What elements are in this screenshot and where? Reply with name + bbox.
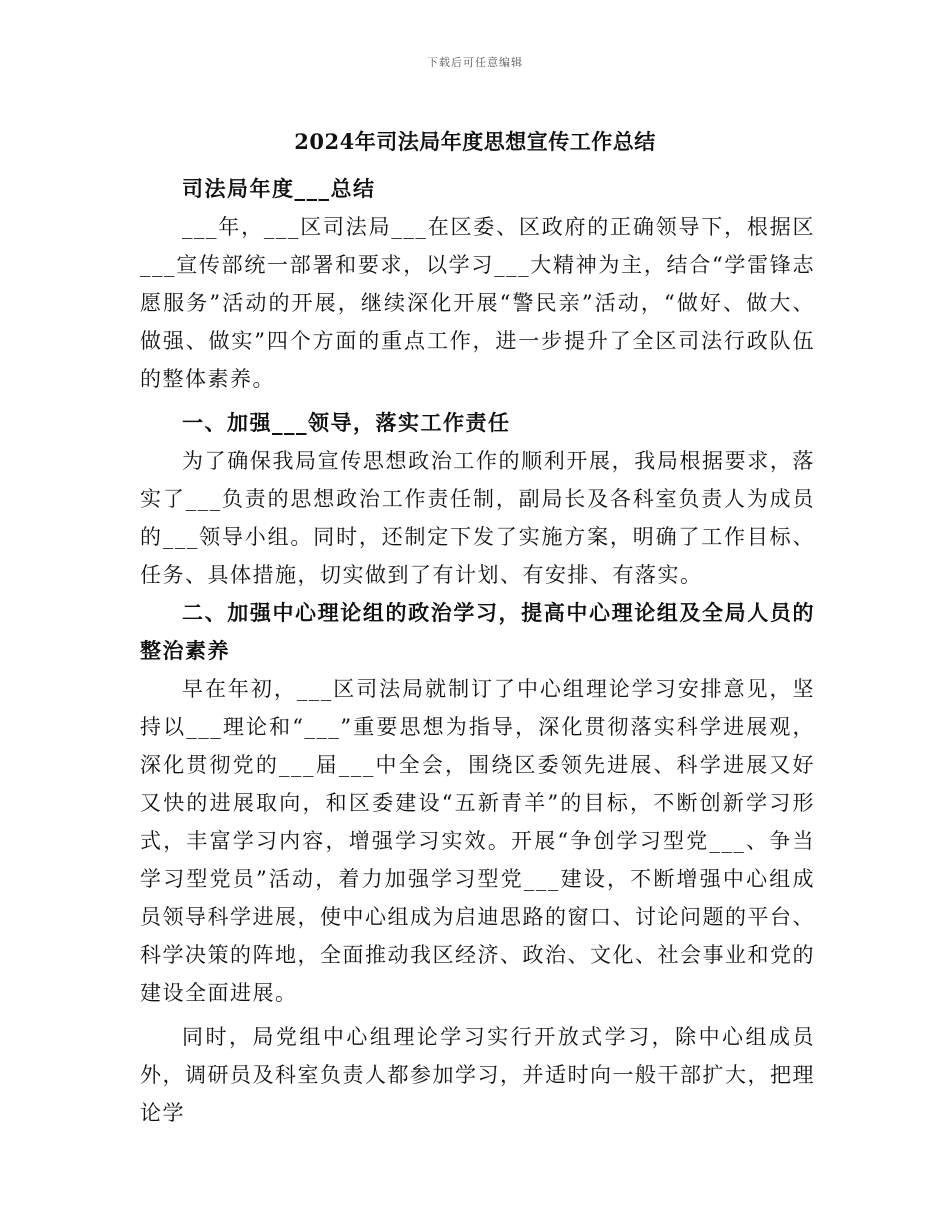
document-title: 2024年司法局年度思想宣传工作总结 bbox=[294, 129, 656, 154]
header-note: 下载后可任意编辑 bbox=[427, 56, 523, 69]
document-body bbox=[140, 170, 815, 1132]
intro-paragraph: ___年，___区司法局___在区委、区政府的正确领导下，根据区___宣传部统一部署和要求，以学习___大精神为主，结合“学雷锋志愿服务”活动的开展，继续深化开展“警民亲”活动，“做好、做大、做强、做实”四个方面的重点工作，进一步提升了全区司法行政队伍的整体素养。 bbox=[140, 215, 815, 391]
section-2-heading: 二、加强中心理论组的政治学习，提高中心理论组及全局人员的整治素养 bbox=[140, 600, 815, 663]
section-2-paragraph-1: 早在年初，___区司法局就制订了中心组理论学习安排意见，坚持以___理论和“___”重要思想为指导，深化贯彻落实科学进展观，深化贯彻党的___届___中全会，围绕区委领先进展、科学进展又好又快的进展取向，和区委建设“五新青羊”的目标，不断创新学习形式，丰富学习内容，增强学习实效。开展“争创学习型党___、争当学习型党员”活动，着力加强学习型党___建设，不断增强中心组成员领导科学进展，使中心组成为启迪思路的窗口、讨论问题的平台、科学决策的阵地，全面推动我区经济、政治、文化、社会事业和党的建设全面进展。 bbox=[140, 677, 815, 1005]
section-1-paragraph: 为了确保我局宣传思想政治工作的顺利开展，我局根据要求，落实了___负责的思想政治工作责任制，副局长及各科室负责人为成员的___领导小组。同时，还制定下发了实施方案，明确了工作目标、任务、具体措施，切实做到了有计划、有安排、有落实。 bbox=[140, 449, 815, 587]
section-2-paragraph-2: 同时，局党组中心组理论学习实行开放式学习，除中心组成员外，调研员及科室负责人都参加学习，并适时向一般干部扩大，把理论学 bbox=[140, 1025, 815, 1125]
document-subtitle: 司法局年度___总结 bbox=[182, 176, 376, 201]
section-1-heading: 一、加强___领导，落实工作责任 bbox=[182, 410, 511, 435]
